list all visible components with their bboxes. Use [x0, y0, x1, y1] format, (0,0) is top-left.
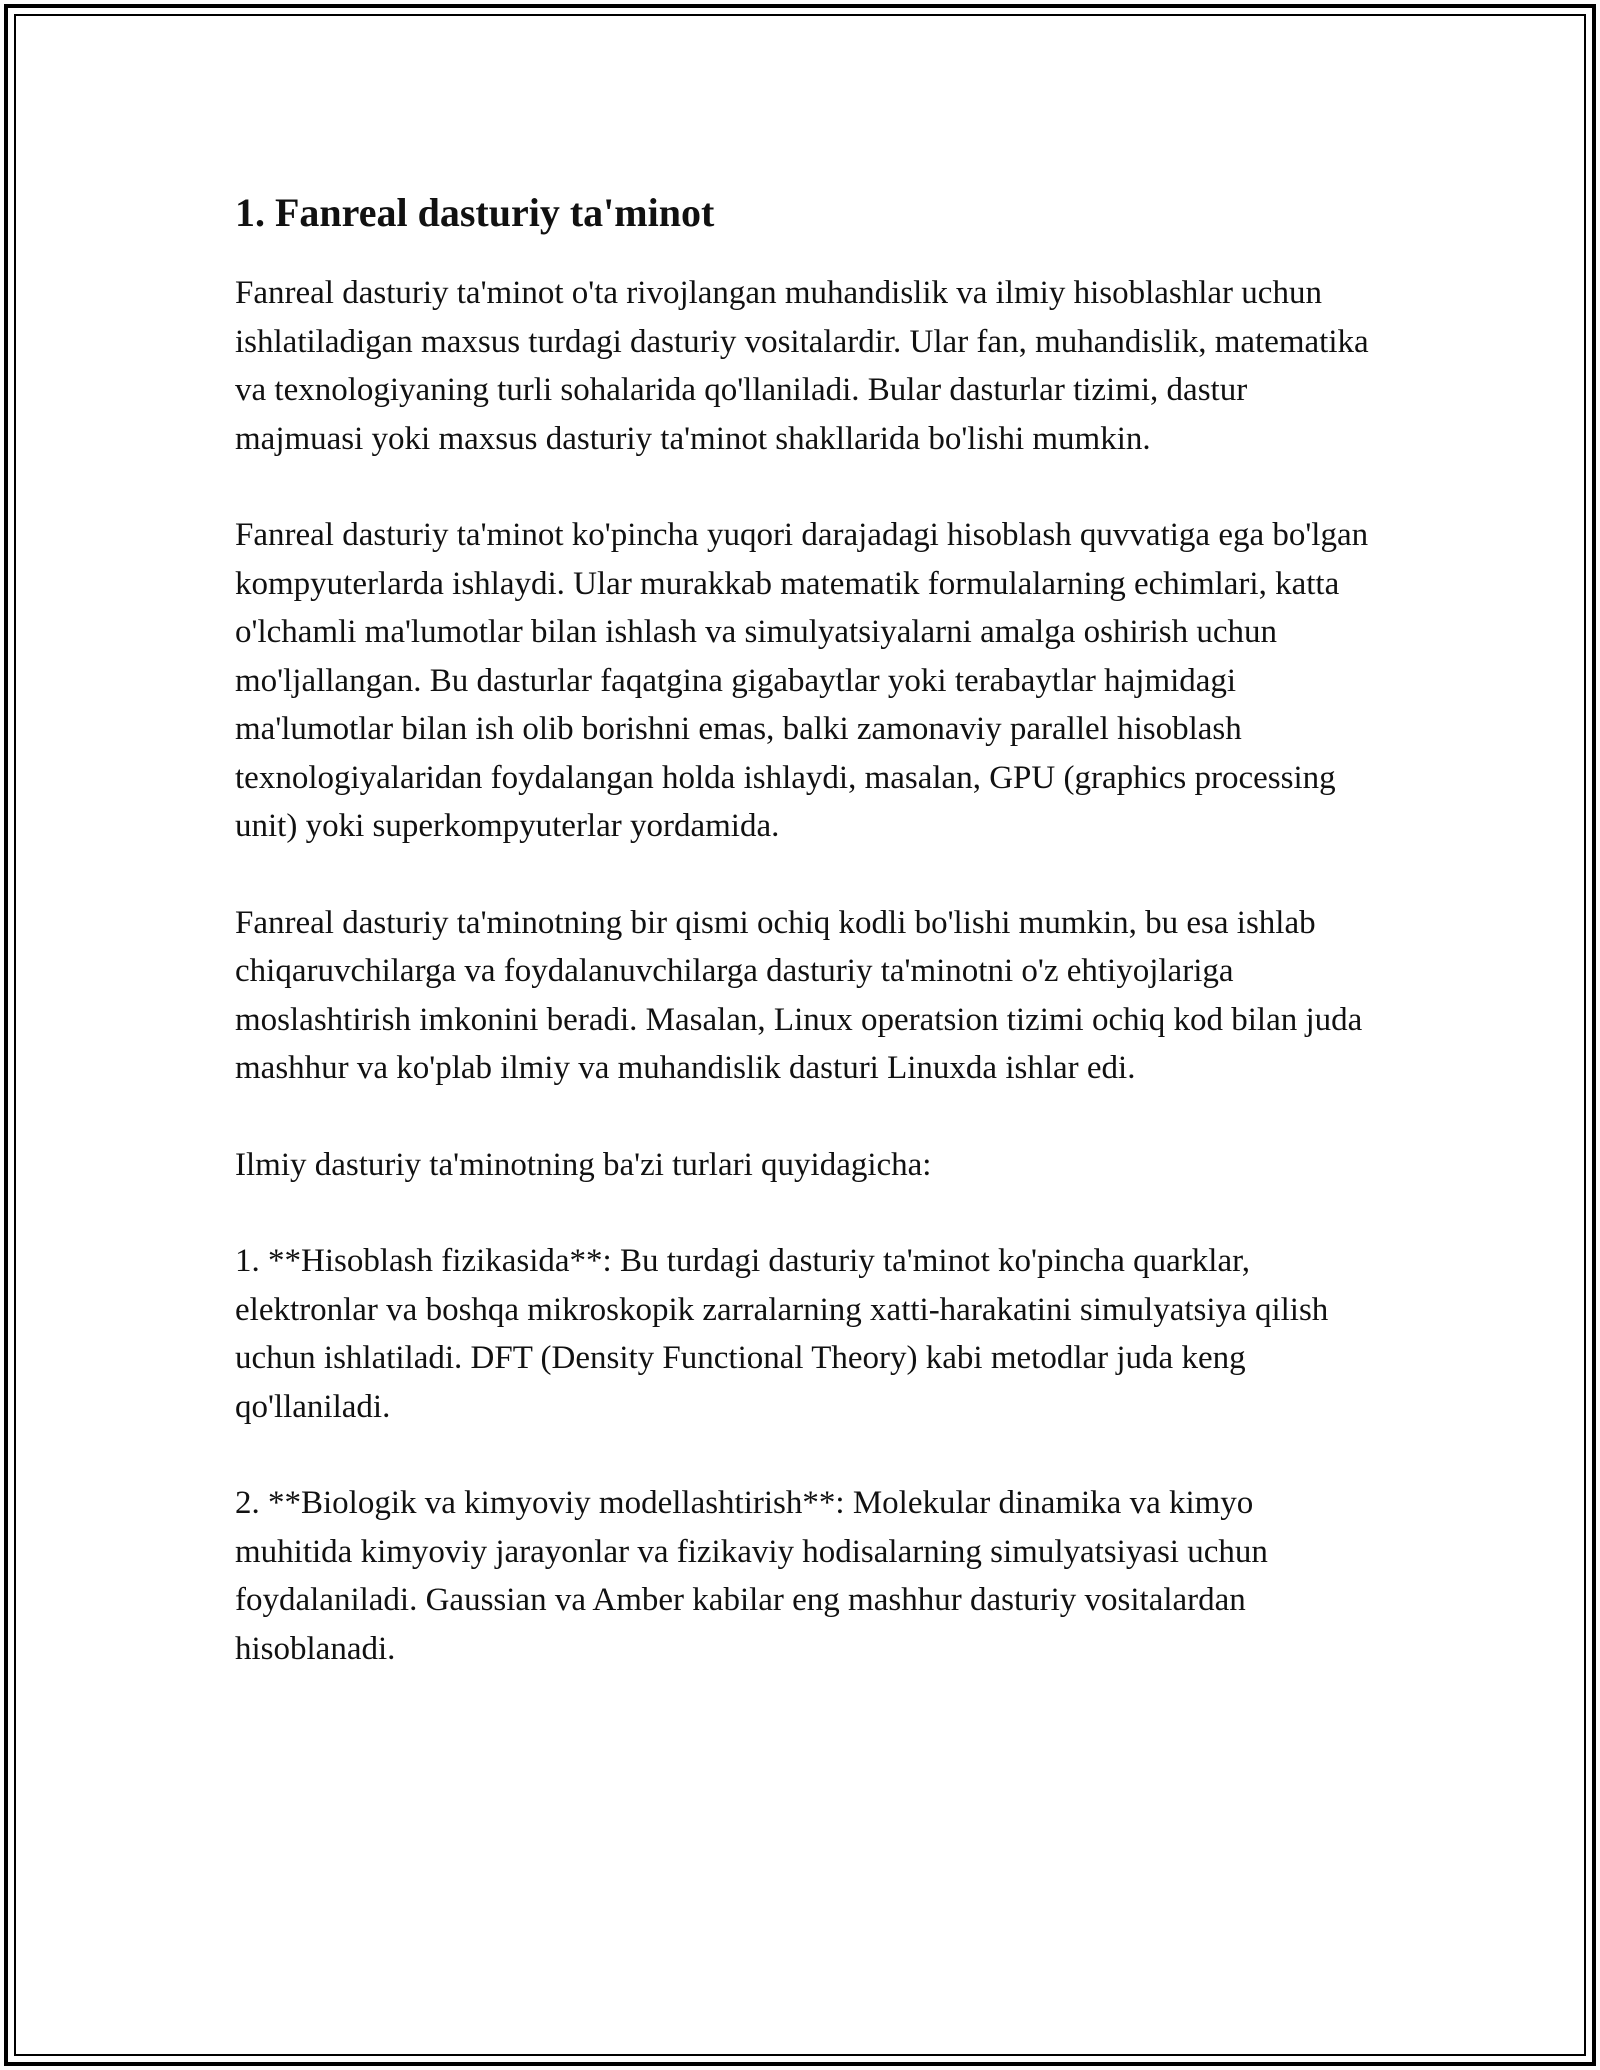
paragraph-intro: Fanreal dasturiy ta'minot o'ta rivojlangan muhandislik va ilmiy hisoblashlar uchun ishlatiladigan maxsus turdagi dasturiy vositalardir. Ular fan, muhandislik, matematika va texnologiyaning turli sohalarida qo'llaniladi. Bular dasturlar tizimi, dastur majmuasi yoki maxsus dasturiy ta'minot shakllarida bo'lishi mumkin.: [235, 275, 1369, 457]
document-body: [235, 185, 1375, 1721]
list-item-physics: 1. **Hisoblash fizikasida**: Bu turdagi dasturiy ta'minot ko'pincha quarklar, elektronlar va boshqa mikroskopik zarralarning xatti-harakatini simulyatsiya qilish uchun ishlatiladi. DFT (Density Functional Theory) kabi metodlar juda keng qo'llaniladi.: [235, 1243, 1329, 1425]
list-item-biology-chemistry: 2. **Biologik va kimyoviy modellashtirish**: Molekular dinamika va kimyo muhitida kimyoviy jarayonlar va fizikaviy hodisalarning simulyatsiyasi uchun foydalaniladi. Gaussian va Amber kabilar eng mashhur dasturiy vositalardan hisoblanadi.: [235, 1485, 1268, 1667]
section-heading: 1. Fanreal dasturiy ta'minot: [235, 190, 715, 235]
paragraph-types-intro: Ilmiy dasturiy ta'minotning ba'zi turlari quyidagicha:: [235, 1146, 932, 1183]
paragraph-open-source: Fanreal dasturiy ta'minotning bir qismi ochiq kodli bo'lishi mumkin, bu esa ishlab chiqaruvchilarga va foydalanuvchilarga dasturiy ta'minotni o'z ehtiyojlariga moslashtirish imkonini beradi. Masalan, Linux operatsion tizimi ochiq kod bilan juda mashhur va ko'plab ilmiy va muhandislik dasturi Linuxda ishlar edi.: [235, 904, 1363, 1086]
paragraph-computing: Fanreal dasturiy ta'minot ko'pincha yuqori darajadagi hisoblash quvvatiga ega bo'lgan kompyuterlarda ishlaydi. Ular murakkab matematik formulalarning echimlari, katta o'lchamli ma'lumotlar bilan ishlash va simulyatsiyalarni amalga oshirish uchun mo'ljallangan. Bu dasturlar faqatgina gigabaytlar yoki terabaytlar hajmidagi ma'lumotlar bilan ish olib borishni emas, balki zamonaviy parallel hisoblash texnologiyalaridan foydalangan holda ishlaydi, masalan, GPU (graphics processing unit) yoki superkompyuterlar yordamida.: [235, 517, 1369, 844]
